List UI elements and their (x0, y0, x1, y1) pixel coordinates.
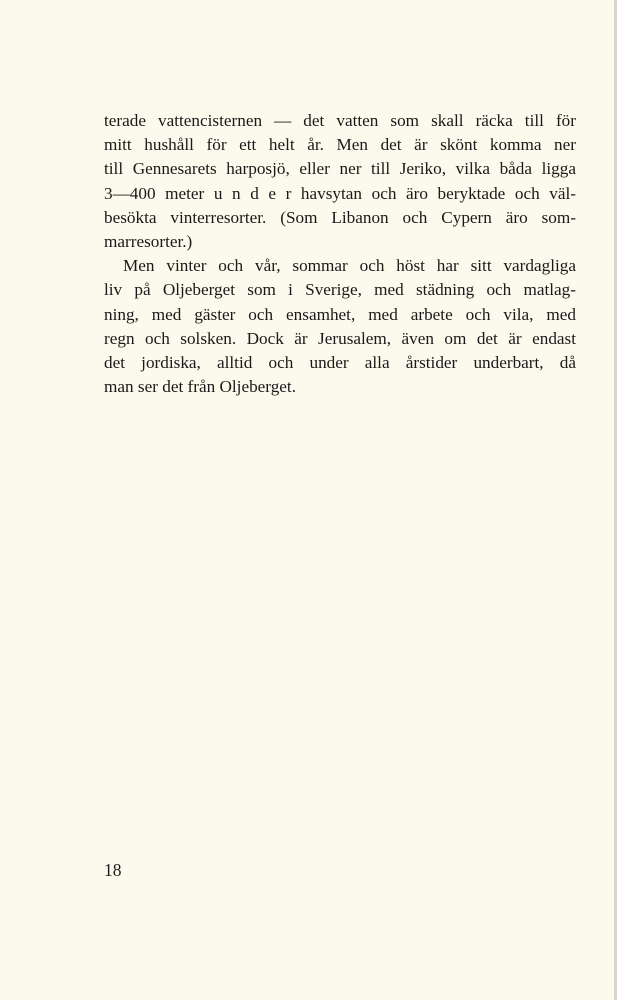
text-line: besökta vinterresorter. (Som Libanon och Cypern äro som- (104, 207, 576, 227)
text-line: till Gennesarets harposjö, eller ner till Jeriko, vilka båda ligga (104, 159, 576, 179)
page-number: 18 (104, 860, 122, 880)
body-text (104, 109, 576, 399)
text-line: terade vattencisternen — det vatten som skall räcka till för (104, 111, 576, 130)
text-line: man ser det från Oljeberget. (104, 377, 297, 397)
text-line: ning, med gäster och ensamhet, med arbete och vila, med (104, 304, 576, 324)
paragraph-2 (104, 254, 576, 399)
text-line: Men vinter och vår, sommar och höst har sitt vardagliga (123, 256, 576, 276)
paragraph-1 (104, 109, 576, 254)
text-line: liv på Oljeberget som i Sverige, med städning och matlag- (104, 280, 576, 300)
text-line: mitt hushåll för ett helt år. Men det är skönt komma ner (104, 135, 576, 155)
text-line: marresorter.) (104, 232, 193, 252)
text-line: regn och solsken. Dock är Jerusalem, även om det är endast (104, 328, 576, 348)
text-line: det jordiska, alltid och under alla årstider underbart, då (104, 353, 576, 373)
text-line: 3—400 meter u n d e r havsytan och äro beryktade och väl- (104, 183, 576, 203)
